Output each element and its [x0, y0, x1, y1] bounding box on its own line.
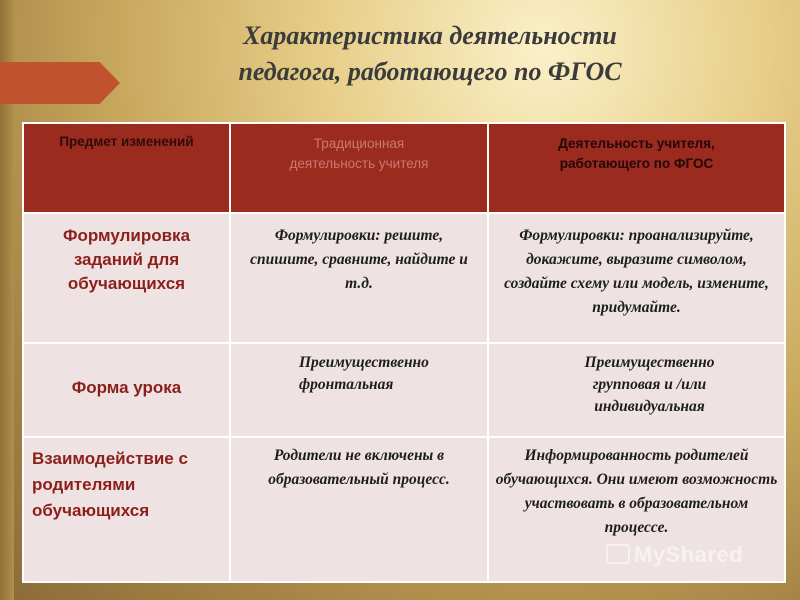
row-traditional-text: Родители не включены в образовательный процесс.: [268, 447, 450, 488]
row-traditional-text: Формулировки: решите, спишите, сравните, найдите и т.д.: [250, 227, 468, 292]
row-fgos-text: Формулировки: проанализируйте, докажите, выразите символом, создайте схему или модель, измените, придумайте.: [504, 227, 769, 316]
row-subject-cell: [23, 343, 230, 437]
header-traditional-text: Традиционная деятельность учителя: [289, 136, 429, 171]
header-subject-text: Предмет изменений: [59, 134, 194, 149]
row-traditional-cell: [230, 213, 488, 343]
cart-icon: [606, 544, 630, 564]
title-line-2: педагога, работающего по ФГОС: [238, 57, 622, 86]
title-line-1: Характеристика деятельности: [243, 21, 617, 50]
watermark: [606, 542, 743, 568]
row-fgos-cell: [488, 343, 785, 437]
header-traditional: [230, 123, 488, 213]
header-fgos: [488, 123, 785, 213]
row-fgos-text: Преимущественно групповая и /или индивидуальная: [584, 354, 715, 415]
table-header-row: [23, 123, 785, 213]
table-row: [23, 213, 785, 343]
row-traditional-text: Преимущественно фронтальная: [299, 354, 429, 393]
comparison-table: [22, 122, 786, 583]
arrow-shape-decoration: [0, 62, 120, 104]
watermark-text: MyShared: [634, 542, 744, 567]
row-subject-text: Формулировка заданий для обучающихся: [62, 226, 191, 293]
header-fgos-text: Деятельность учителя, работающего по ФГОС: [558, 136, 715, 171]
row-traditional-cell: [230, 343, 488, 437]
row-traditional-cell: [230, 437, 488, 582]
row-fgos-cell: [488, 213, 785, 343]
row-subject-cell: [23, 437, 230, 582]
row-subject-text: Взаимодействие с родителями обучающихся: [32, 449, 188, 520]
row-subject-cell: [23, 213, 230, 343]
row-subject-text: Форма урока: [71, 378, 182, 397]
header-subject: [23, 123, 230, 213]
slide-title: [160, 18, 700, 90]
row-fgos-text: Информированность родителей обучающихся. Они имеют возможность участвовать в образовательном процессе.: [495, 447, 778, 536]
table-row: [23, 343, 785, 437]
